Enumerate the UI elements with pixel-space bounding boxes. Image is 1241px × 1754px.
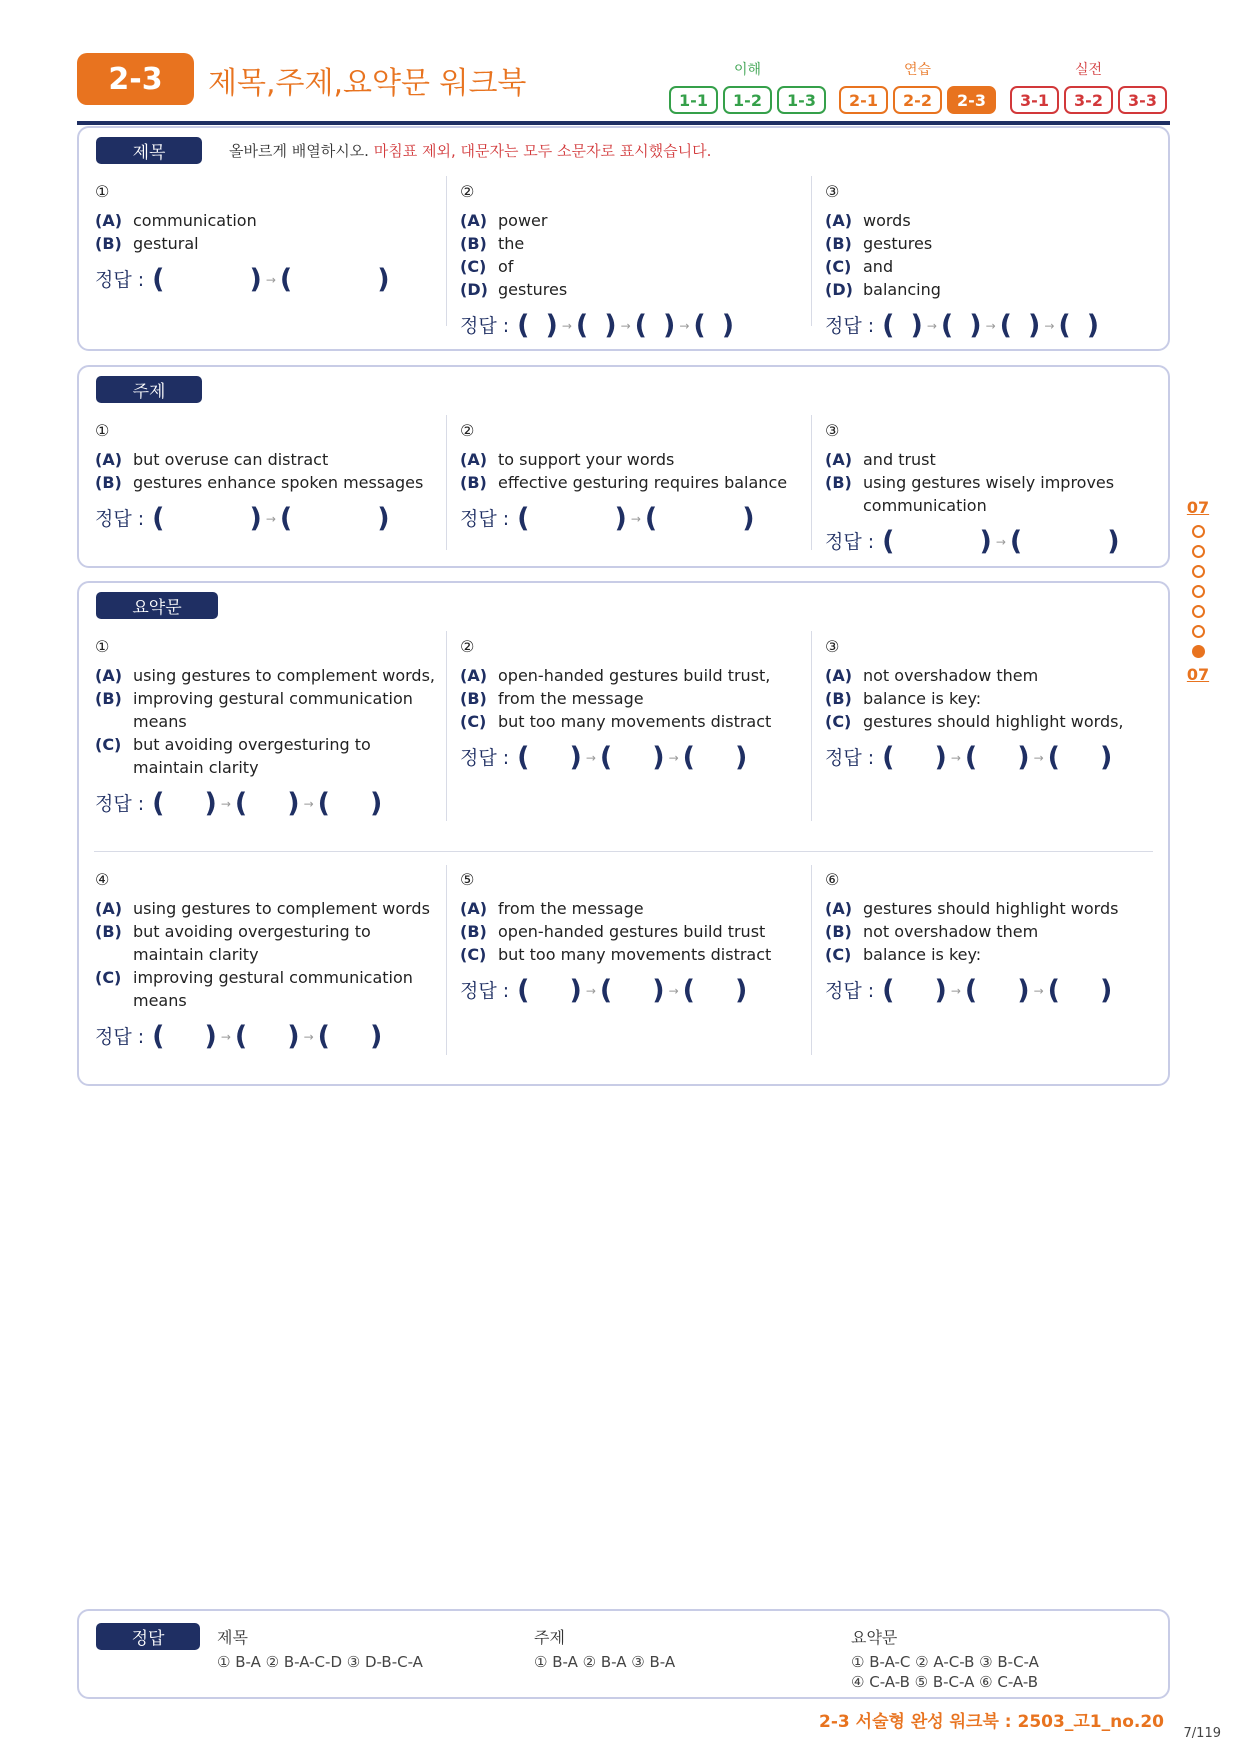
question-6: [825, 868, 1170, 1006]
answer-heading: 제목: [217, 1628, 248, 1647]
option-b: (B) using gestures wisely improves communication: [825, 473, 1115, 515]
page-title: 제목,주제,요약문 워크북: [208, 66, 527, 101]
question-number: ①: [95, 182, 110, 201]
answer-field[interactable]: 정답 : ( ) → ( ): [95, 503, 390, 534]
option-a: (A) from the message: [460, 899, 644, 918]
step-3-2[interactable]: 3-2: [1064, 86, 1113, 114]
page-number: 7/119: [1183, 1726, 1221, 1741]
step-1-1[interactable]: 1-1: [669, 86, 718, 114]
option-a: (A) gestures should highlight words: [825, 899, 1119, 918]
answer-key-tag: 정답: [96, 1623, 200, 1650]
option-b: (B) open-handed gestures build trust: [460, 922, 766, 941]
question-3: [825, 419, 1170, 557]
column-divider: [811, 415, 812, 550]
answer-heading: 주제: [534, 1628, 565, 1647]
progress-dot: [1192, 525, 1205, 538]
answer-line: ④ C-A-B ⑤ B-C-A ⑥ C-A-B: [851, 1673, 1039, 1691]
option-a: (A) communication: [95, 211, 257, 230]
option-b: (B) balance is key:: [825, 689, 982, 708]
instruction-text: 올바르게 배열하시오.: [229, 142, 369, 160]
answer-field[interactable]: 정답 : ( ) → ( ) → ( ): [825, 742, 1113, 773]
section-tag: 주제: [96, 376, 202, 403]
header-rule: [77, 121, 1170, 125]
answer-label: 정답 :: [825, 979, 875, 1002]
option-b: (B) the: [460, 234, 525, 253]
step-group-real: [1010, 60, 1167, 114]
instruction: [229, 140, 711, 161]
question-number: ③: [825, 182, 840, 201]
step-2-3[interactable]: 2-3: [947, 86, 996, 114]
question-5: [460, 868, 805, 1006]
question-number: ③: [825, 637, 840, 656]
progress-dot-current: [1192, 645, 1205, 658]
option-a: (A) open-handed gestures build trust,: [460, 666, 771, 685]
question-1: [95, 635, 440, 819]
question-number: ①: [95, 421, 110, 440]
option-d: (D) balancing: [825, 280, 941, 299]
option-a: (A) power: [460, 211, 548, 230]
question-number: ③: [825, 421, 840, 440]
answer-label: 정답 :: [95, 507, 145, 530]
summary-section: [77, 581, 1170, 1086]
option-c: (C) and: [825, 257, 894, 276]
column-divider: [446, 631, 447, 821]
answer-label: 정답 :: [825, 530, 875, 553]
section-tag: 제목: [96, 137, 202, 164]
answer-line: ① B-A ② B-A ③ B-A: [534, 1653, 676, 1671]
step-1-3[interactable]: 1-3: [777, 86, 826, 114]
answer-key-topic: [534, 1625, 675, 1672]
progress-sidebar: [1183, 498, 1213, 685]
option-b: (B) gestures enhance spoken messages: [95, 473, 424, 492]
answer-label: 정답 :: [95, 1025, 145, 1048]
step-group-understand: [669, 60, 826, 114]
column-divider: [811, 865, 812, 1055]
unit-badge: 2-3: [77, 53, 194, 105]
question-4: [95, 868, 440, 1052]
answer-label: 정답 :: [825, 746, 875, 769]
answer-heading: 요약문: [851, 1628, 898, 1647]
answer-field[interactable]: 정답 : ( ) → ( ) → ( ) → ( ): [460, 310, 735, 341]
answer-label: 정답 :: [460, 507, 510, 530]
option-c: (C) but avoiding overgesturing to maintain clarity: [95, 735, 371, 777]
answer-label: 정답 :: [825, 314, 875, 337]
option-b: (B) but avoiding overgesturing to maintain clarity: [95, 922, 371, 964]
column-divider: [811, 176, 812, 326]
question-number: ①: [95, 637, 110, 656]
answer-key-summary: [851, 1625, 1039, 1692]
step-2-1[interactable]: 2-1: [839, 86, 888, 114]
answer-key-title: [217, 1625, 423, 1672]
progress-dot: [1192, 585, 1205, 598]
option-b: (B) effective gesturing requires balance: [460, 473, 788, 492]
step-group-label: 실전: [1074, 62, 1103, 78]
answer-field[interactable]: 정답 : ( ) → ( ): [95, 264, 390, 295]
answer-field[interactable]: 정답 : ( ) → ( ): [460, 503, 755, 534]
footer-title: 2-3 서술형 완성 워크북 : 2503_고1_no.20: [819, 1712, 1164, 1732]
answer-key: [77, 1609, 1170, 1699]
answer-field[interactable]: 정답 : ( ) → ( ): [825, 526, 1120, 557]
title-section: [77, 126, 1170, 351]
answer-field[interactable]: 정답 : ( ) → ( ) → ( ) → ( ): [825, 310, 1100, 341]
answer-field[interactable]: 정답 : ( ) → ( ) → ( ): [460, 975, 748, 1006]
question-number: ④: [95, 870, 110, 889]
question-1: [95, 419, 440, 534]
answer-field[interactable]: 정답 : ( ) → ( ) → ( ): [95, 1021, 383, 1052]
answer-label: 정답 :: [460, 979, 510, 1002]
question-2: [460, 419, 805, 534]
option-c: (C) balance is key:: [825, 945, 982, 964]
answer-field[interactable]: 정답 : ( ) → ( ) → ( ): [95, 788, 383, 819]
question-3: [825, 180, 1170, 341]
option-b: (B) from the message: [460, 689, 644, 708]
option-c: (C) gestures should highlight words,: [825, 712, 1124, 731]
question-1: [95, 180, 440, 295]
option-a: (A) to support your words: [460, 450, 675, 469]
step-3-3[interactable]: 3-3: [1118, 86, 1167, 114]
question-2: [460, 180, 805, 341]
option-a: (A) not overshadow them: [825, 666, 1039, 685]
step-group-practice: [839, 60, 996, 114]
option-c: (C) of: [460, 257, 514, 276]
question-number: ⑥: [825, 870, 840, 889]
option-b: (B) gestural: [95, 234, 199, 253]
answer-label: 정답 :: [460, 314, 510, 337]
progress-dot: [1192, 565, 1205, 578]
progress-number-top: 07: [1186, 498, 1210, 517]
question-number: ②: [460, 637, 475, 656]
answer-line: ① B-A ② B-A-C-D ③ D-B-C-A: [217, 1653, 423, 1671]
option-a: (A) using gestures to complement words,: [95, 666, 435, 685]
option-b: (B) not overshadow them: [825, 922, 1039, 941]
option-a: (A) and trust: [825, 450, 936, 469]
option-a: (A) words: [825, 211, 911, 230]
option-b: (B) gestures: [825, 234, 933, 253]
question-number: ②: [460, 182, 475, 201]
option-a: (A) but overuse can distract: [95, 450, 329, 469]
progress-dot: [1192, 605, 1205, 618]
question-3: [825, 635, 1170, 773]
column-divider: [446, 415, 447, 550]
answer-field[interactable]: 정답 : ( ) → ( ) → ( ): [460, 742, 748, 773]
topic-section: [77, 365, 1170, 568]
section-tag: 요약문: [96, 592, 218, 619]
option-b: (B) improving gestural communication means: [95, 689, 413, 731]
option-d: (D) gestures: [460, 280, 568, 299]
answer-line: ① B-A-C ② A-C-B ③ B-C-A: [851, 1653, 1039, 1671]
instruction-note: 마침표 제외, 대문자는 모두 소문자로 표시했습니다.: [373, 142, 712, 160]
option-c: (C) but too many movements distract: [460, 945, 772, 964]
column-divider: [446, 865, 447, 1055]
question-2: [460, 635, 805, 773]
answer-label: 정답 :: [95, 792, 145, 815]
column-divider: [446, 176, 447, 326]
progress-dot: [1192, 625, 1205, 638]
step-2-2[interactable]: 2-2: [893, 86, 942, 114]
answer-label: 정답 :: [95, 268, 145, 291]
row-divider: [94, 851, 1153, 852]
progress-dot: [1192, 545, 1205, 558]
column-divider: [811, 631, 812, 821]
step-group-label: 연습: [903, 62, 932, 78]
option-a: (A) using gestures to complement words: [95, 899, 430, 918]
step-3-1[interactable]: 3-1: [1010, 86, 1059, 114]
option-c: (C) improving gestural communication means: [95, 968, 413, 1010]
question-number: ②: [460, 421, 475, 440]
step-group-label: 이해: [733, 62, 762, 78]
question-number: ⑤: [460, 870, 475, 889]
answer-label: 정답 :: [460, 746, 510, 769]
answer-field[interactable]: 정답 : ( ) → ( ) → ( ): [825, 975, 1113, 1006]
progress-number-bottom: 07: [1186, 665, 1210, 684]
step-1-2[interactable]: 1-2: [723, 86, 772, 114]
option-c: (C) but too many movements distract: [460, 712, 772, 731]
